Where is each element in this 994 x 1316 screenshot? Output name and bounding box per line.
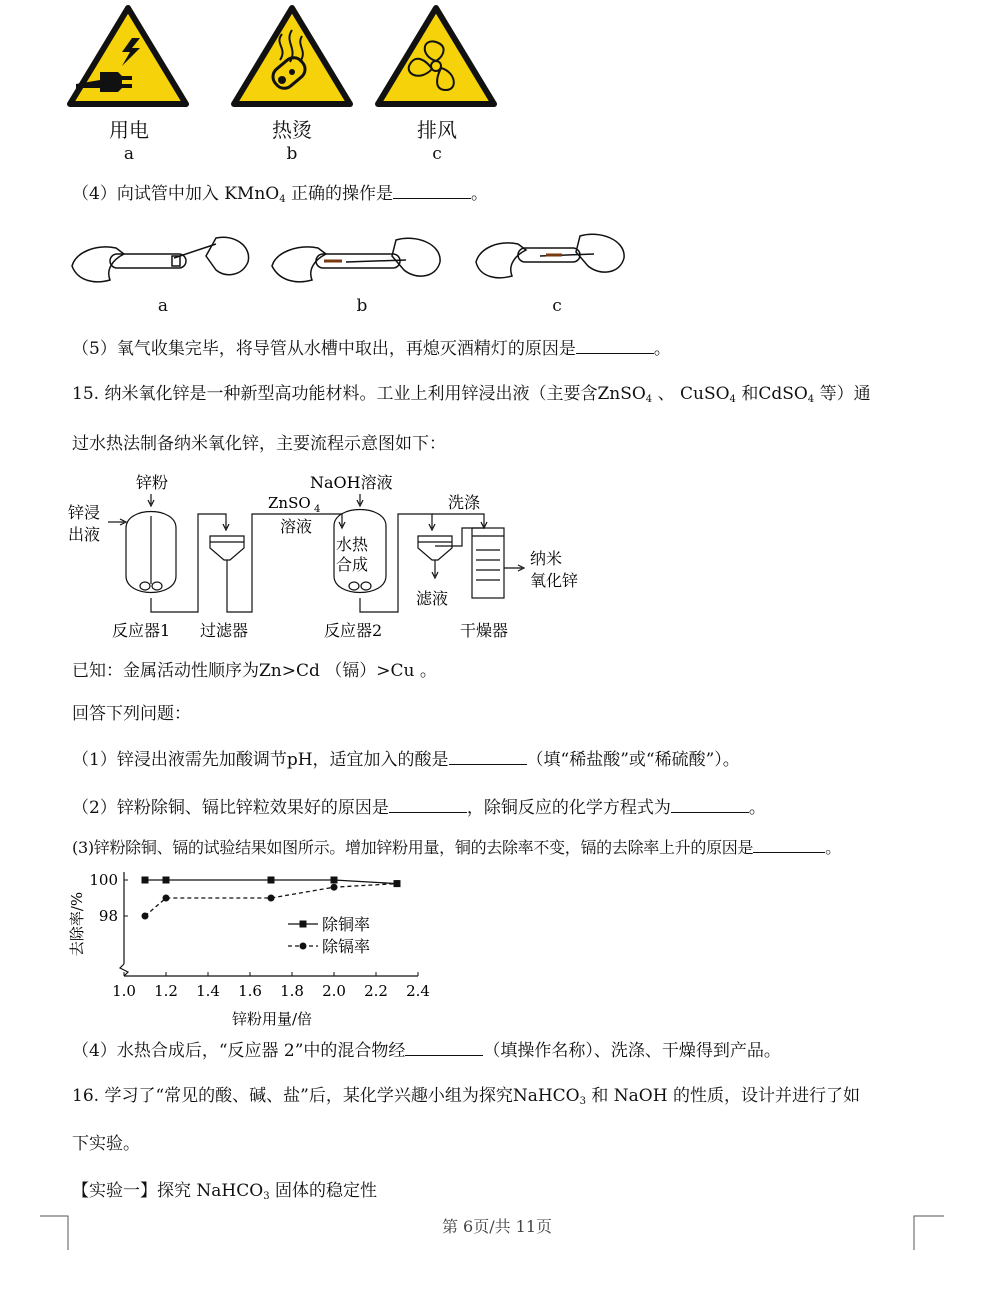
x-tick-label: 1.4 <box>196 982 220 1000</box>
tube-letter-b: b <box>356 296 368 316</box>
x-tick-label: 1.8 <box>280 982 304 1000</box>
sign-label-c: 排风 <box>417 118 457 142</box>
y-tick-label: 100 <box>89 871 118 889</box>
flow-dryer: 干燥器 <box>460 621 509 640</box>
answer-blank[interactable] <box>389 796 467 813</box>
answer-blank[interactable] <box>671 796 749 813</box>
data-point <box>331 877 338 884</box>
legend-label: 除铜率 <box>322 915 371 934</box>
flow-nano-2: 氧化锌 <box>530 571 579 590</box>
flow-wash: 洗涤 <box>448 493 481 512</box>
x-tick-label: 2.4 <box>406 982 430 1000</box>
y-tick-label: 98 <box>98 907 118 925</box>
answer-blank[interactable] <box>449 748 527 765</box>
answer-blank[interactable] <box>405 1039 483 1056</box>
sign-letter-a: a <box>123 144 135 164</box>
chart-x-label: 锌粉用量/倍 <box>231 1010 313 1028</box>
data-point <box>268 877 275 884</box>
flow-naoh: NaOH溶液 <box>310 473 393 492</box>
chart-y-label: 去除率/% <box>68 891 86 957</box>
known-info: 已知：金属活动性顺序为Zn>Cd （镉）>Cu 。 <box>72 661 437 681</box>
question-15-3: (3)锌粉除铜、镉的试验结果如图所示。增加锌粉用量，铜的去除率不变，镉的去除率上升的原因是 。 <box>72 838 841 857</box>
flow-filter: 过滤器 <box>200 621 249 640</box>
question-15-line1: 15. 纳米氧化锌是一种新型高功能材料。工业上利用锌浸出液（主要含ZnSO$_4$ 、 CuSO$_4$ 和CdSO$_4$ 等）通 <box>72 384 871 405</box>
question-15-4: （4）水热合成后，“反应器 2”中的混合物经 （填操作名称）、洗涤、干燥得到产品。 <box>72 1041 781 1061</box>
data-point <box>268 895 275 902</box>
safety-signs <box>60 0 510 112</box>
electric-plug-icon <box>70 8 186 104</box>
sign-letter-c: c <box>432 144 442 164</box>
question-15-line2: 过水热法制备纳米氧化锌，主要流程示意图如下： <box>72 434 446 454</box>
flow-filtrate: 滤液 <box>416 589 449 608</box>
question-14-4: （4）向试管中加入 KMnO$_4$ 正确的操作是 。 <box>72 184 489 205</box>
question-14-5: （5）氧气收集完毕，将导管从水槽中取出，再熄灭酒精灯的原因是 。 <box>72 339 671 359</box>
question-15-1: （1）锌浸出液需先加酸调节pH，适宜加入的酸是 （填“稀盐酸”或“稀硫酸”）。 <box>72 750 740 770</box>
data-point <box>142 877 149 884</box>
tube-letter-c: c <box>552 296 562 316</box>
flow-solution: 溶液 <box>280 517 313 536</box>
flow-leach-2: 出液 <box>68 525 101 544</box>
data-point <box>331 884 338 891</box>
question-16-line2: 下实验。 <box>72 1134 140 1154</box>
flow-zinc-powder: 锌粉 <box>136 473 169 492</box>
tube-letter-a: a <box>157 296 169 316</box>
x-tick-label: 1.0 <box>112 982 136 1000</box>
x-tick-label: 1.6 <box>238 982 262 1000</box>
flow-znso4: ZnSO <box>268 494 311 512</box>
removal-rate-chart <box>66 864 446 1034</box>
answer-blank[interactable] <box>393 182 471 199</box>
sign-label-b: 热烫 <box>272 118 312 142</box>
legend-marker <box>300 943 307 950</box>
data-point <box>163 877 170 884</box>
flow-hydro-1: 水热 <box>336 535 369 554</box>
hot-surface-icon <box>234 8 350 104</box>
page-footer: 第 6页/共 11页 <box>441 1217 553 1236</box>
flow-nano-1: 纳米 <box>530 549 563 568</box>
flow-leach-1: 锌浸 <box>68 503 101 522</box>
experiment-1-heading: 【实验一】探究 NaHCO$_3$ 固体的稳定性 <box>72 1181 377 1202</box>
sign-label-a: 用电 <box>109 118 149 142</box>
process-flow-diagram <box>66 466 626 646</box>
data-point <box>142 913 149 920</box>
data-point <box>394 880 401 887</box>
test-tube-illustrations <box>66 226 646 296</box>
data-point <box>163 895 170 902</box>
x-tick-label: 1.2 <box>154 982 178 1000</box>
x-tick-label: 2.0 <box>322 982 346 1000</box>
legend-label: 除镉率 <box>322 937 371 956</box>
flow-reactor2: 反应器2 <box>324 621 383 640</box>
sign-letter-b: b <box>286 144 298 164</box>
legend-marker <box>300 921 307 928</box>
answer-intro: 回答下列问题： <box>72 704 191 724</box>
flow-znso4-sub: 4 <box>314 504 321 515</box>
question-16-line1: 16. 学习了“常见的酸、碱、盐”后，某化学兴趣小组为探究NaHCO$_3$ 和 NaOH 的性质，设计并进行了如 <box>72 1086 860 1107</box>
flow-reactor1: 反应器1 <box>112 621 171 640</box>
answer-blank[interactable] <box>576 337 654 354</box>
x-tick-label: 2.2 <box>364 982 388 1000</box>
question-15-2: （2）锌粉除铜、镉比锌粒效果好的原因是 ，除铜反应的化学方程式为 。 <box>72 798 766 818</box>
answer-blank[interactable] <box>753 836 825 853</box>
flow-hydro-2: 合成 <box>336 555 369 574</box>
fan-icon <box>378 8 494 104</box>
